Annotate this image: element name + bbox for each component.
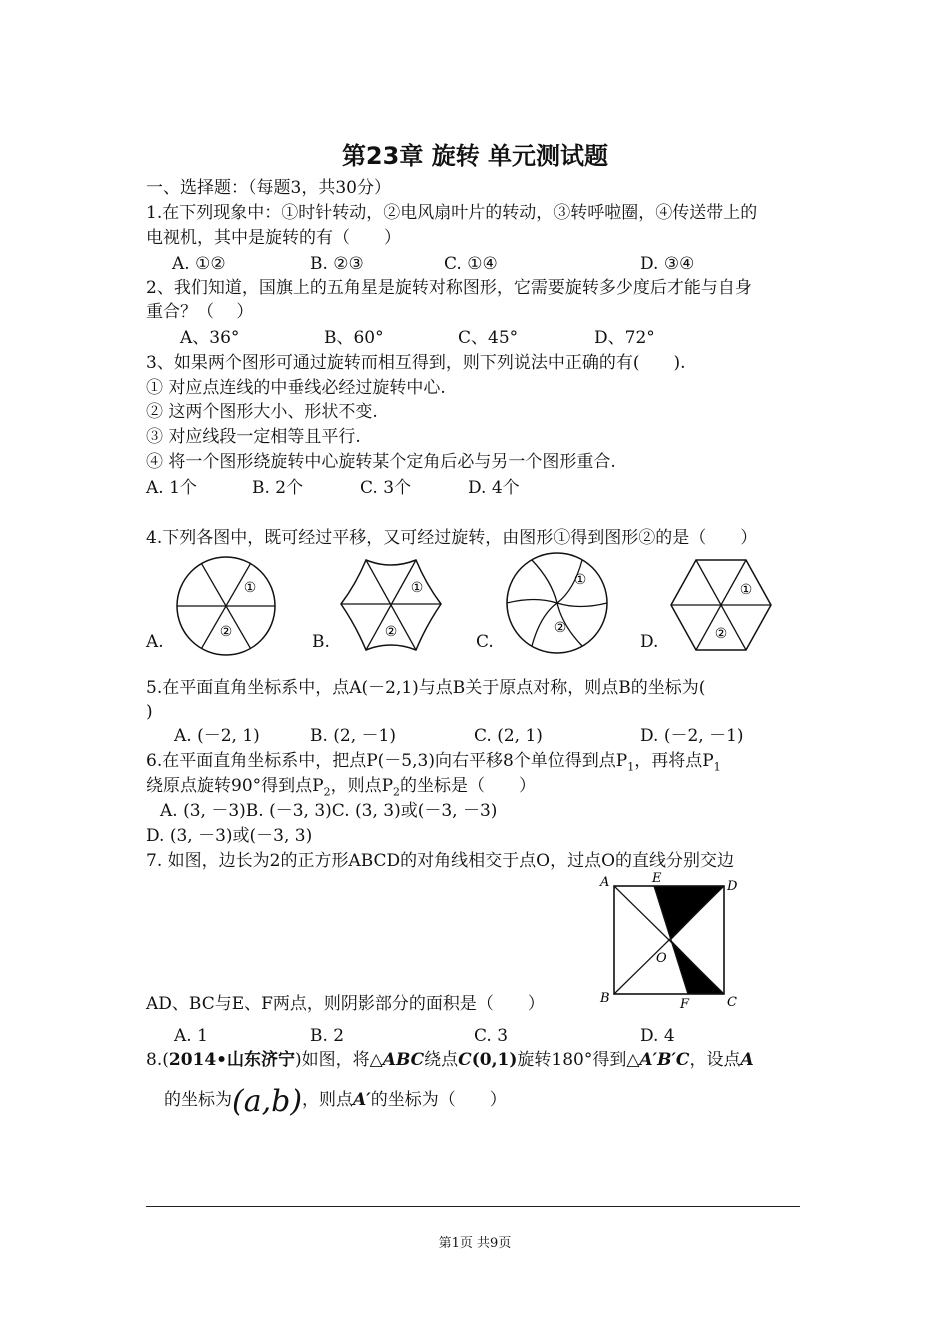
q6-text: 的坐标是（ ） — [400, 776, 537, 796]
q4-label-d: D. — [640, 632, 659, 652]
q8-line2 — [164, 1084, 507, 1119]
q4-label-b: B. — [312, 632, 330, 652]
q8-text: 旋转180°得到△ — [517, 1050, 640, 1070]
q5-option-d: D. (－2, －1) — [640, 726, 744, 746]
q3-item-2: ② 这两个图形大小、形状不变. — [146, 402, 378, 422]
q8-text: ，设点 — [689, 1050, 741, 1070]
label-f: F — [680, 997, 690, 1010]
q2-option-b: B、60° — [324, 328, 384, 348]
q4-figure-b — [338, 556, 444, 656]
q4-figure-a — [174, 554, 278, 658]
q6-options-line2: D. (3, －3)或(－3, 3) — [146, 826, 313, 846]
q1-option-a: A. ①② — [172, 254, 226, 274]
q1-option-b: B. ②③ — [310, 254, 364, 274]
q4-label-c: C. — [476, 632, 494, 652]
q8-triangle-abc: ABC — [382, 1050, 425, 1070]
q8-text: )如图，将△ — [295, 1050, 383, 1070]
q7-option-d: D. 4 — [640, 1026, 675, 1046]
figure-mark-1: ① — [243, 580, 257, 596]
q8-source: 2014•山东济宁 — [168, 1050, 296, 1070]
q8-text: ，则点 — [302, 1090, 354, 1110]
footer-divider — [146, 1206, 800, 1207]
q8-point-c: C — [458, 1050, 472, 1070]
figure-mark-2: ② — [714, 626, 728, 642]
q6-sub: 2 — [323, 785, 331, 799]
q6-options-line1: A. (3, －3)B. (－3, 3)C. (3, 3)或(－3, －3) — [160, 801, 498, 821]
q1-option-d: D. ③④ — [640, 254, 695, 274]
q5-option-b: B. (2, －1) — [310, 726, 397, 746]
q3-line1: 3、如果两个图形可通过旋转而相互得到，则下列说法中正确的有( ). — [146, 353, 686, 373]
page-title: 第23章 旋转 单元测试题 — [341, 142, 609, 170]
q4-figure-d — [668, 556, 774, 654]
q1-line1: 1.在下列现象中：①时针转动，②电风扇叶片的转动，③转呼啦圈，④传送带上的 — [146, 203, 758, 223]
q5-option-a: A. (－2, 1) — [174, 726, 260, 746]
section-heading: 一、选择题：（每题3，共30分） — [146, 178, 391, 198]
q1-line2: 电视机，其中是旋转的有（ ） — [146, 228, 401, 248]
q7-line1: 7. 如图，边长为2的正方形ABCD的对角线相交于点O，过点O的直线分别交边 — [146, 851, 735, 871]
q6-sub: 2 — [393, 785, 401, 799]
label-o: O — [656, 951, 667, 966]
q7-square-figure — [596, 870, 746, 1010]
figure-mark-2: ② — [553, 620, 567, 636]
q8-ab-expression: (a,b) — [232, 1084, 303, 1119]
label-d: D — [727, 879, 738, 894]
q7-option-b: B. 2 — [310, 1026, 345, 1046]
q1-option-c: C. ①④ — [444, 254, 498, 274]
q8-text: 的坐标为 — [164, 1090, 232, 1110]
q5-option-c: C. (2, 1) — [474, 726, 543, 746]
q4-label-a: A. — [146, 632, 164, 652]
q6-text: 绕原点旋转90°得到点P — [146, 776, 324, 796]
label-c: C — [727, 995, 737, 1010]
q8-triangle-aprime: A′B′C — [639, 1050, 690, 1070]
q2-option-a: A、36° — [180, 328, 240, 348]
q2-line2: 重合？（ ） — [146, 302, 254, 322]
q8-text: 的坐标为（ ） — [370, 1090, 507, 1110]
q5-line2: ) — [146, 702, 153, 722]
q6-text: ，则点P — [330, 776, 394, 796]
q3-option-a: A. 1个 — [146, 478, 197, 498]
q3-option-c: C. 3个 — [360, 478, 412, 498]
q3-item-1: ① 对应点连线的中垂线必经过旋转中心. — [146, 378, 446, 398]
q2-option-d: D、72° — [594, 328, 655, 348]
q8-text: 8.( — [146, 1050, 169, 1070]
q8-point-aprime: A′ — [353, 1090, 371, 1110]
q3-item-3: ③ 对应线段一定相等且平行. — [146, 427, 361, 447]
q8-text: 绕点 — [424, 1050, 459, 1070]
label-b: B — [600, 991, 610, 1006]
q2-line1: 2、我们知道，国旗上的五角星是旋转对称图形，它需要旋转多少度后才能与自身 — [146, 278, 752, 298]
figure-mark-1: ① — [573, 572, 587, 588]
q5-line1: 5.在平面直角坐标系中，点A(－2,1)与点B关于原点对称，则点B的坐标为( — [146, 678, 706, 698]
q8-line1 — [146, 1048, 754, 1072]
q3-item-4: ④ 将一个图形绕旋转中心旋转某个定角后必与另一个图形重合. — [146, 452, 616, 472]
q3-option-b: B. 2个 — [252, 478, 304, 498]
q6-sub: 1 — [713, 760, 721, 774]
figure-mark-1: ① — [739, 582, 753, 598]
figure-mark-2: ② — [219, 624, 233, 640]
label-e: E — [652, 871, 662, 886]
figure-mark-1: ① — [410, 580, 424, 596]
label-a: A — [600, 875, 610, 890]
figure-mark-2: ② — [384, 624, 398, 640]
q3-option-d: D. 4个 — [468, 478, 520, 498]
q8-point-c-coords: (0,1) — [471, 1050, 518, 1070]
q6-sub: 1 — [627, 760, 635, 774]
page-footer: 第1页 共9页 — [438, 1236, 512, 1251]
q7-option-c: C. 3 — [474, 1026, 509, 1046]
q4-line1: 4.下列各图中，既可经过平移，又可经过旋转，由图形①得到图形②的是（ ） — [146, 528, 758, 548]
q2-option-c: C、45° — [458, 328, 519, 348]
q6-text: ，再将点P — [634, 751, 714, 771]
q7-option-a: A. 1 — [174, 1026, 208, 1046]
q6-text: 6.在平面直角坐标系中，把点P(－5,3)向右平移8个单位得到点P — [146, 751, 628, 771]
q8-point-a: A — [740, 1050, 754, 1070]
q7-line2: AD、BC与E、F两点，则阴影部分的面积是（ ） — [146, 994, 545, 1014]
q4-figure-c — [504, 550, 610, 656]
